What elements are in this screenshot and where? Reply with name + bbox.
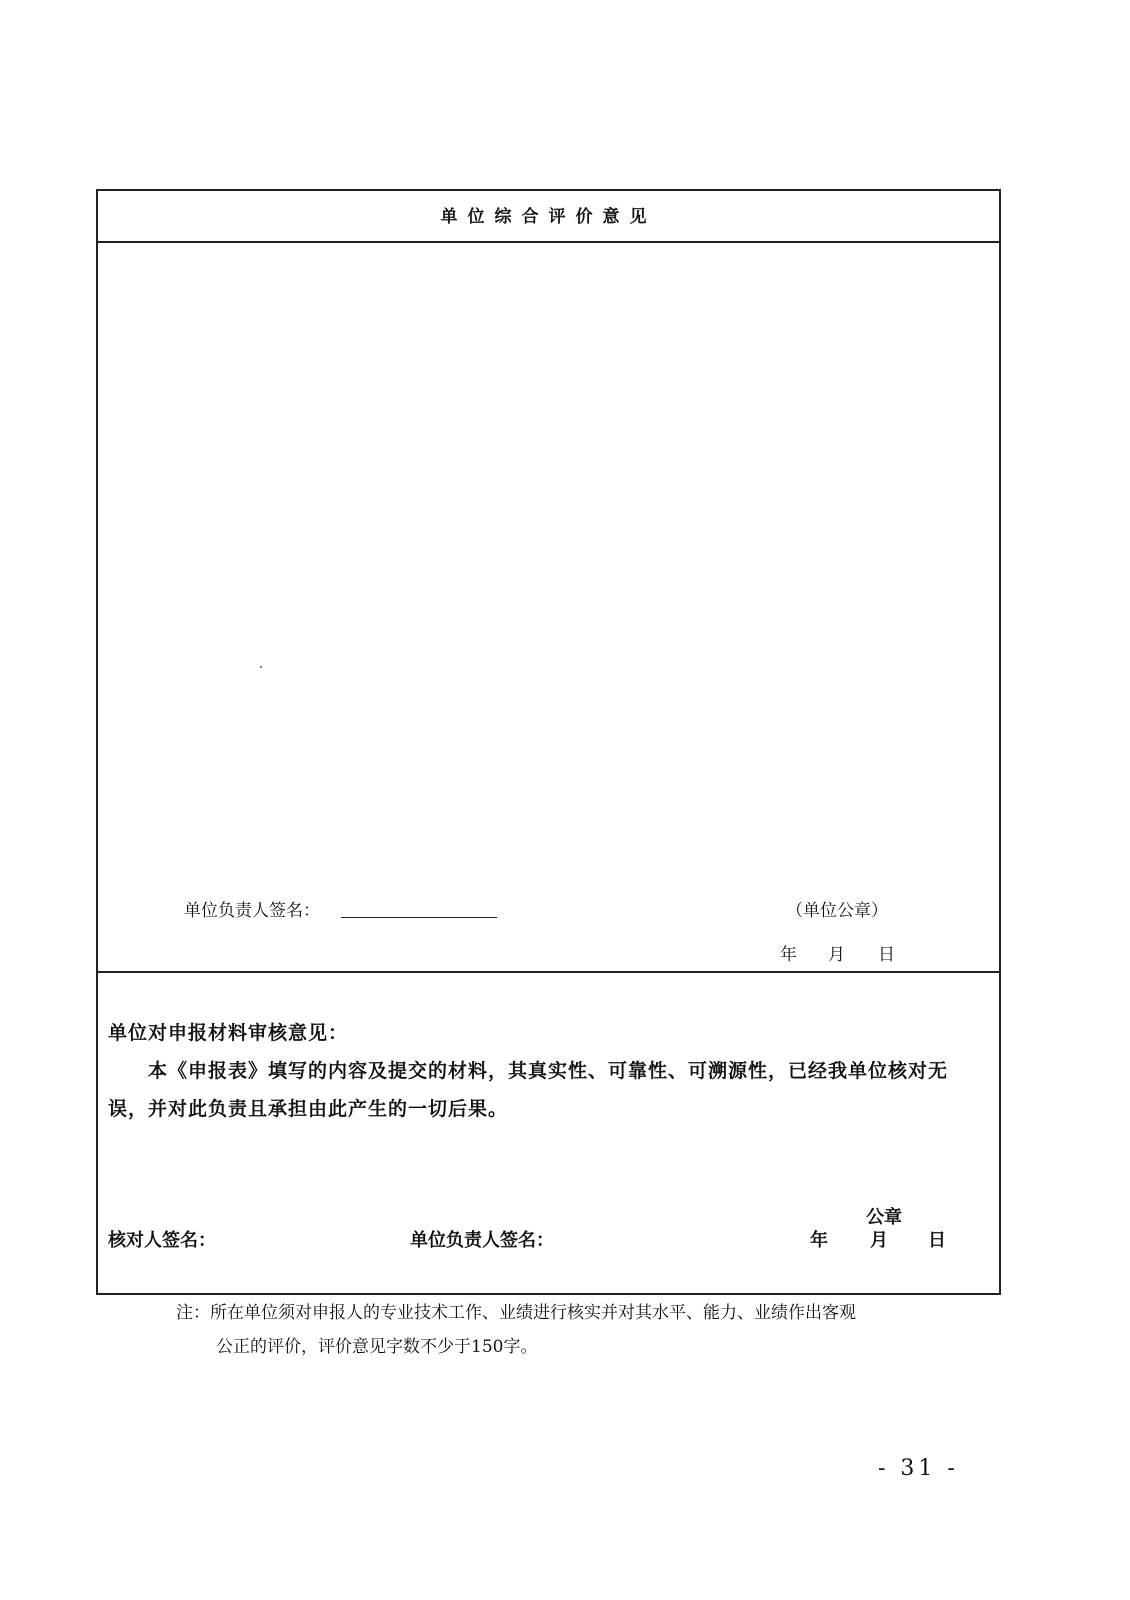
review-date-month: 月 (870, 1230, 888, 1251)
evaluation-form-table (96, 189, 1001, 1295)
review-heading: 单位对申报材料审核意见： (108, 1022, 349, 1044)
review-date-day: 日 (928, 1230, 946, 1251)
footnote-line-2: 公正的评价，评价意见字数不少于150字。 (216, 1337, 538, 1357)
section-divider (98, 971, 999, 973)
evaluation-section-title: 单位综合评价意见 (440, 207, 657, 227)
review-checker-signature-label: 核对人签名： (108, 1230, 216, 1251)
footnote-line-1: 注：所在单位须对申报人的专业技术工作、业绩进行核实并对其水平、能力、业绩作出客观 (176, 1303, 856, 1323)
review-statement: 本《申报表》填写的内容及提交的材料，其真实性、可靠性、可溯源性，已经我单位核对无误，并对此负责且承担由此产生的一切后果。 (108, 1060, 949, 1120)
page-number: - 31 - (878, 1456, 959, 1481)
review-seal-label: 公章 (866, 1207, 902, 1228)
scan-speck (260, 666, 262, 668)
review-date-year: 年 (810, 1230, 828, 1251)
evaluation-comment-area[interactable] (98, 243, 999, 873)
review-leader-signature-label: 单位负责人签名： (410, 1230, 554, 1251)
leader-signature-label: 单位负责人签名： (184, 901, 320, 921)
leader-signature-line[interactable] (341, 917, 497, 918)
evaluation-date-month: 月 (828, 945, 845, 965)
unit-seal-label: （单位公章） (786, 901, 888, 921)
evaluation-date-day: 日 (878, 945, 895, 965)
evaluation-date-year: 年 (780, 945, 797, 965)
